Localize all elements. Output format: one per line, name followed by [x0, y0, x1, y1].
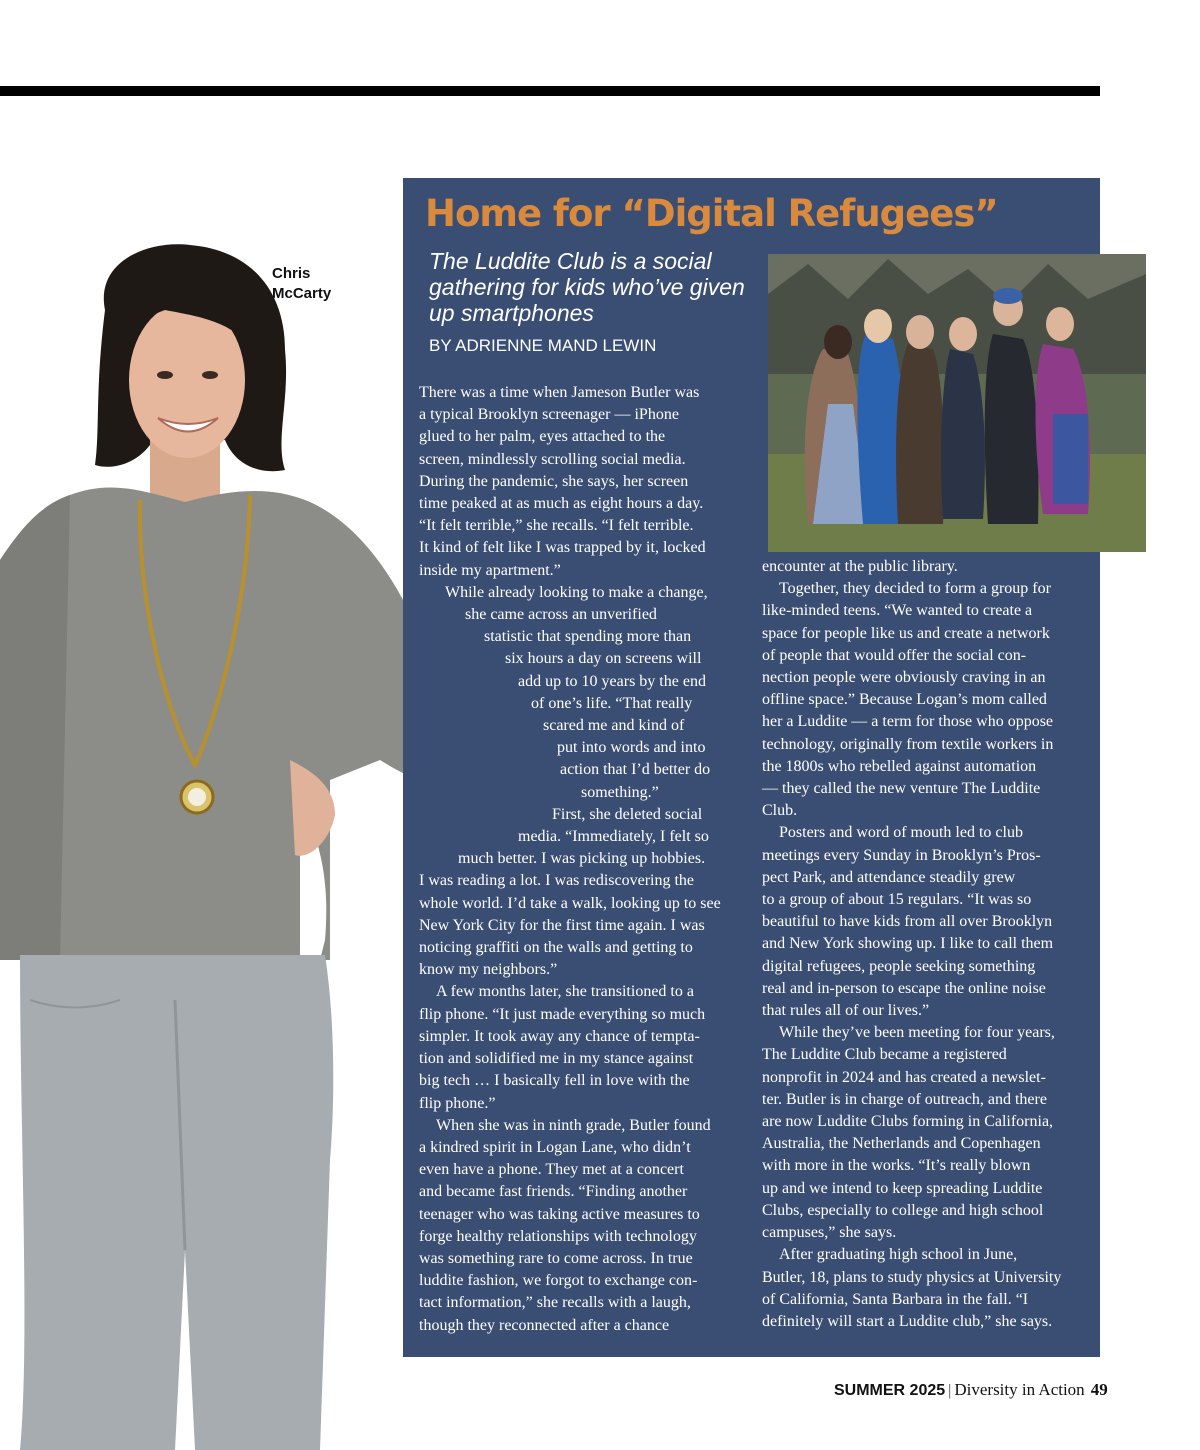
- article-line: six hours a day on screens will: [505, 650, 702, 668]
- article-line: big tech … I basically fell in love with the: [419, 1072, 690, 1090]
- article-line: know my neighbors.”: [419, 961, 558, 979]
- article-line: Clubs, especially to college and high school: [762, 1201, 1044, 1219]
- article-line: statistic that spending more than: [484, 628, 692, 646]
- article-line: Butler, 18, plans to study physics at University: [762, 1268, 1062, 1286]
- article-line: to a group of about 15 regulars. “It was so: [762, 891, 1032, 909]
- article-byline: BY ADRIENNE MAND LEWIN: [429, 336, 657, 355]
- article-line: space for people like us and create a network: [762, 624, 1050, 642]
- article-dek: The Luddite Club is a social gathering for kids who’ve given up smartphones: [429, 248, 745, 326]
- article-line: While already looking to make a change,: [445, 583, 708, 601]
- article-line: teenager who was taking active measures to: [419, 1205, 700, 1223]
- top-rule: [0, 86, 1100, 96]
- article-line: Australia, the Netherlands and Copenhagen: [762, 1135, 1041, 1153]
- article-line: beautiful to have kids from all over Brooklyn: [762, 913, 1053, 931]
- article-line: I was reading a lot. I was rediscovering the: [419, 872, 695, 890]
- article-line: with more in the works. “It’s really blown: [762, 1157, 1031, 1175]
- article-line: glued to her palm, eyes attached to the: [419, 428, 666, 446]
- article-line: “It felt terrible,” she recalls. “I felt terrible.: [419, 517, 694, 535]
- article-line: tact information,” she recalls with a laugh,: [419, 1294, 691, 1312]
- article-line: nonprofit in 2024 and has created a newslet-: [762, 1068, 1046, 1086]
- article-line: pect Park, and attendance steadily grew: [762, 868, 1016, 886]
- article-column-right: [762, 556, 1092, 1333]
- article-line: campuses,” she says.: [762, 1224, 897, 1242]
- footer-magazine: Diversity in Action: [954, 1380, 1085, 1399]
- article-line: screen, mindlessly scrolling social media.: [419, 450, 686, 468]
- article-line: and New York showing up. I like to call them: [762, 935, 1054, 953]
- article-line: even have a phone. They met at a concert: [419, 1161, 684, 1179]
- article-line: something.”: [581, 783, 659, 801]
- article-line: time peaked at as much as eight hours a day.: [419, 495, 704, 513]
- page-footer: [834, 1380, 1108, 1400]
- photo-credit: [272, 264, 362, 304]
- group-photo: [768, 254, 1146, 552]
- article-line: Club.: [762, 802, 798, 820]
- photo-credit-first: Chris: [272, 265, 311, 282]
- article-line: It kind of felt like I was trapped by it, locked: [419, 539, 706, 557]
- article-line: noticing graffiti on the walls and getting to: [419, 939, 693, 957]
- article-line: Together, they decided to form a group for: [779, 580, 1051, 598]
- article-line: action that I’d better do: [560, 761, 711, 779]
- footer-page-number: 49: [1090, 1380, 1108, 1399]
- article-line: a kindred spirit in Logan Lane, who didn’t: [419, 1138, 691, 1156]
- footer-issue: SUMMER 2025: [834, 1382, 946, 1399]
- article-line: tion and solidified me in my stance against: [419, 1050, 694, 1068]
- article-line: flip phone. “It just made everything so much: [419, 1005, 706, 1023]
- article-line: of one’s life. “That really: [531, 694, 693, 712]
- photo-credit-last: McCarty: [272, 285, 332, 302]
- article-line: real and in-person to escape the online noise: [762, 979, 1046, 997]
- article-line: up and we intend to keep spreading Luddite: [762, 1179, 1043, 1197]
- article-line: During the pandemic, she says, her screen: [419, 472, 689, 490]
- article-line: The Luddite Club became a registered: [762, 1046, 1007, 1064]
- article-line: like-minded teens. “We wanted to create a: [762, 602, 1033, 620]
- article-line: forge healthy relationships with technology: [419, 1227, 697, 1245]
- article-line: simpler. It took away any chance of tempta-: [419, 1027, 700, 1045]
- article-line: that rules all of our lives.”: [762, 1002, 930, 1020]
- article-line: ter. Butler is in charge of outreach, and there: [762, 1090, 1047, 1108]
- article-line: put into words and into: [557, 739, 706, 757]
- article-line: digital refugees, people seeking something: [762, 957, 1036, 975]
- article-line: Posters and word of mouth led to club: [779, 824, 1023, 842]
- article-line: and became fast friends. “Finding another: [419, 1183, 688, 1201]
- article-line: — they called the new venture The Luddite: [762, 780, 1041, 798]
- article-line: luddite fashion, we forgot to exchange con-: [419, 1272, 698, 1290]
- article-line: the 1800s who rebelled against automation: [762, 757, 1037, 775]
- article-headline: Home for “Digital Refugees”: [425, 192, 998, 235]
- article-line: nection people were obviously craving in an: [762, 669, 1046, 687]
- article-column-left: [0, 382, 760, 1337]
- article-line: she came across an unverified: [465, 606, 657, 624]
- article-line: was something rare to come across. In true: [419, 1249, 693, 1267]
- article-line: technology, originally from textile workers in: [762, 735, 1054, 753]
- article-line: media. “Immediately, I felt so: [518, 828, 709, 846]
- article-line: flip phone.”: [419, 1094, 496, 1112]
- article-line: First, she deleted social: [552, 805, 703, 823]
- article-line: much better. I was picking up hobbies.: [458, 850, 706, 868]
- article-line: of California, Santa Barbara in the fall. “I: [762, 1290, 1029, 1308]
- article-line: meetings every Sunday in Brooklyn’s Pros-: [762, 846, 1041, 864]
- article-line: whole world. I’d take a walk, looking up to see: [419, 894, 721, 912]
- article-line: When she was in ninth grade, Butler found: [436, 1116, 711, 1134]
- article-line: definitely will start a Luddite club,” she says.: [762, 1312, 1053, 1330]
- article-line: add up to 10 years by the end: [518, 672, 706, 690]
- article-line: of people that would offer the social con-: [762, 646, 1027, 664]
- article-line: New York City for the first time again. I was: [419, 916, 705, 934]
- article-line: inside my apartment.”: [419, 561, 561, 579]
- article-line: her a Luddite — a term for those who oppose: [762, 713, 1054, 731]
- article-line: a typical Brooklyn screenager — iPhone: [419, 406, 679, 424]
- article-line: encounter at the public library.: [762, 558, 958, 575]
- article-line: While they’ve been meeting for four years,: [779, 1024, 1055, 1042]
- footer-separator: |: [948, 1382, 952, 1399]
- article-line: though they reconnected after a chance: [419, 1316, 670, 1334]
- article-line: scared me and kind of: [543, 717, 685, 735]
- article-line: After graduating high school in June,: [779, 1246, 1018, 1264]
- article-line: There was a time when Jameson Butler was: [419, 384, 700, 401]
- article-line: A few months later, she transitioned to a: [436, 983, 694, 1001]
- article-line: offline space.” Because Logan’s mom called: [762, 691, 1047, 709]
- article-line: are now Luddite Clubs forming in California,: [762, 1113, 1054, 1131]
